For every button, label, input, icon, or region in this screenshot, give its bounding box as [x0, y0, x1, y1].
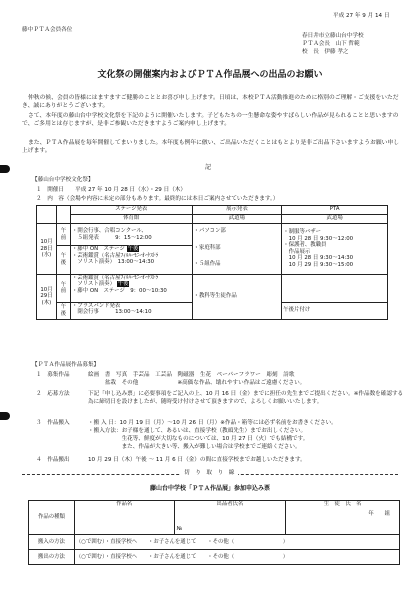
- day1-pm-stage-line1: [72, 246, 191, 253]
- day2-pm-label: 午 後: [56, 302, 70, 319]
- form-delivery-out-options[interactable]: （○で囲む）・直接学校へ ・お子さんを通じて ・その他（ ）: [74, 550, 399, 565]
- day1-exhibit-2: ・家庭科部: [193, 244, 221, 251]
- day2-pm-stage-line2: 閉会行事 13:00～14:10: [71, 309, 152, 316]
- day2-am-stage-line1: ・芸術鑑賞（名古屋ﾌｨﾙﾊｰﾓﾆｰｵｰｹｽﾄﾗ: [71, 274, 159, 281]
- item2-label: ２ 応募方法: [36, 391, 70, 397]
- sender-school: 春日井市立藤山台中学校: [302, 33, 364, 39]
- day1-date: 10月 28日 (水): [37, 224, 57, 275]
- day1-pm-stage-line3: ソリスト演奏） 13:00～14:30: [71, 259, 155, 266]
- date: 平成 27 年 9 月 14 日: [333, 13, 390, 19]
- intro-p1: 仲秋の候、会員の皆様にはますますご健勝のこととお喜び申し上げます。日頃は、本校ＰＴＡ活動推進のために格別のご理解・ご支援をいただき、誠にありがとうございます。: [22, 95, 399, 110]
- form-delivery-out-label: 搬出の方法: [29, 550, 75, 565]
- punch-hole-bottom: [0, 412, 10, 420]
- form-artwork-name-cell[interactable]: [74, 501, 174, 535]
- day1-pm-label: 午 後: [56, 246, 70, 275]
- item3-text: ・搬 入 日：10 月 19 日（月）～10 月 26 日（月）※作品・箱等には必ず名前をお書きください。 ・搬入方法：お子様を通して、あるいは、直接学校（教頭先生）までお出しください。 生花等、鮮度が大切なものについては、10 月 27 日（火）でも結構です。 また、作品が大きい等、搬入が難しい場合は学校までご連絡ください。: [88, 420, 337, 450]
- header-stage: ステージ発表: [70, 206, 192, 215]
- day2-exhibit: ・教科等生徒作品: [192, 274, 282, 319]
- day1-am-stage: [70, 224, 192, 246]
- form-grade-class: 年 組: [368, 510, 390, 517]
- page-title: 文化祭の開催案内およびＰＴＡ作品展への出品のお願い: [97, 70, 323, 80]
- header-exhibit: 展示発表: [192, 206, 282, 215]
- day1-am-stage-line1: ・開会行事、合唱コンクール、: [71, 228, 147, 234]
- section1-title: 【藤山台中学校文化祭】: [32, 177, 94, 183]
- header-pta: PTA: [282, 206, 388, 215]
- item1-label: １ 募集作品: [36, 372, 70, 378]
- section2-title: 【ＰＴＡ作品展作品募集】: [32, 362, 100, 368]
- schedule-corner: [37, 206, 57, 224]
- header-budo1: 武道場: [192, 215, 282, 224]
- intro-p2: さて、本年度の藤山台中学校文化祭を下記のように開催いたします。子どもたちの一生懸命な姿やすばらしい作品が見られることと思いますので、ご多用とは存じますが、是非ご参観いただきますようご案内申し上げます。: [22, 113, 399, 128]
- day2-pm-stage: [70, 302, 192, 319]
- header-budo2: 武道場: [282, 215, 388, 224]
- sender-principal: 校 長 伊藤 孝之: [302, 49, 349, 55]
- day2-am-stage: [70, 274, 192, 302]
- item4-text: 10 月 29 日（木）午後 ～ 11 月 6 日（金）の間に直接学校までお越しいただきます。: [88, 457, 306, 463]
- day1-pm-stage-text1: ・藤中 ON ステージ: [71, 246, 125, 253]
- form-exhibitor-cell[interactable]: [174, 501, 286, 535]
- festival-date: １ 開催日 平成 27 年 10 月 28 日（水）・29 日（木）: [36, 187, 186, 193]
- day2-am-stage-line3: ・藤中 ON ステージ 9：00～10:30: [71, 287, 167, 294]
- afternoon-badge: 午後: [127, 246, 139, 253]
- cut-line-label: 切 り 取 り 線: [180, 470, 238, 477]
- day1-exhibit-3: ・５組作品: [193, 261, 221, 268]
- form-artwork-name-label: 作品名: [116, 501, 133, 507]
- ki-mark: 記: [205, 164, 212, 171]
- day1-pta-2: 10 月 28 日 9:30～12:00: [283, 235, 354, 242]
- day1-am-label: 午 前: [56, 224, 70, 246]
- header-gym: 体育館: [70, 215, 192, 224]
- form-number-mark: №: [176, 526, 183, 533]
- day1-pta-4: 作品展示: [283, 248, 311, 255]
- day1-pta-5: 10 月 28 日 9:30～14:30: [283, 255, 354, 262]
- day1-exhibit-1: ・パソコン部: [193, 228, 226, 234]
- item1-text: 絵画 書 写真 手芸品 工芸品 陶磁器 生花 ペーパーフラワー 彫刻 詩歌 盆栽 その他 ※高価な作品、壊れやすい作品はご遠慮ください。: [88, 372, 306, 386]
- day2-am-label: 午 前: [56, 274, 70, 302]
- form-student-label: 生 徒 氏 名: [323, 501, 362, 507]
- form-title: 藤山台中学校「ＰＴＡ作品展」参加申込み票: [149, 485, 270, 492]
- day1-pta: [282, 224, 388, 275]
- day1-am-stage-line2: ５組発表 9：15～12:00: [71, 234, 152, 241]
- day2-pm-stage-line1: ・ブラスバンド発表: [71, 302, 121, 309]
- afternoon-badge-2: 午後: [117, 281, 129, 288]
- item3-label: ３ 作品搬入: [36, 420, 70, 426]
- schedule-corner2: [56, 206, 70, 224]
- recipient: 藤中ＰＴＡ会員各位: [22, 27, 73, 33]
- day2-pta-am: [282, 274, 388, 302]
- form-category-label: 作品の種類: [29, 501, 75, 535]
- item2-text: 下記「申し込み票」に必要事項をご記入の上、10 月 16 日（金）までに担任の先生までご提出ください。※作品数を確認する為に締切日を設けましたが、随時受け付けさせて頂きますので、よろしくお願いいたします。: [88, 391, 404, 405]
- day1-pm-stage-line2: ・芸術鑑賞（名古屋ﾌｨﾙﾊｰﾓﾆｰｵｰｹｽﾄﾗ: [71, 252, 159, 259]
- day2-pta: 午後片付け: [282, 302, 388, 319]
- day1-pm-stage: [70, 246, 192, 275]
- form-exhibitor-label: 出品者氏名: [216, 501, 244, 507]
- application-form: [28, 500, 400, 565]
- sender-pta: ＰＴＡ会長 山下 哲範: [302, 41, 360, 47]
- day1-pta-1: ・制服等バザー: [283, 229, 322, 236]
- schedule-table: [36, 205, 388, 320]
- day1-pta-3: ・保護者、教職員: [283, 242, 327, 249]
- form-delivery-in-options[interactable]: （○で囲む）・直接学校へ ・お子さんを通じて ・その他（ ）: [74, 535, 399, 550]
- day2-am-stage-line2: [72, 281, 191, 288]
- form-student-cell[interactable]: [286, 501, 400, 535]
- item4-label: ４ 作品搬出: [36, 457, 70, 463]
- intro-p3: また、ＰＴＡ作品展を毎年開催してまいりました。本年度も例年に倣い、ご出品いただくことはもとより是非ご出品下さいますようお願い申し上げます。: [22, 140, 400, 155]
- day1-exhibit: [192, 224, 282, 275]
- festival-content: ２ 内 容（会場や内容に未定の部分もあります。最終的には本日ご案内させていただきます。）: [36, 196, 279, 202]
- day2-am-stage-text2: ソリスト演奏）: [71, 281, 115, 288]
- day1-pta-6: 10 月 29 日 9:30～15:00: [283, 262, 354, 269]
- form-delivery-in-label: 搬入の方法: [29, 535, 75, 550]
- day2-date: 10月 29日 (木): [37, 274, 57, 319]
- punch-hole-top: [0, 165, 10, 173]
